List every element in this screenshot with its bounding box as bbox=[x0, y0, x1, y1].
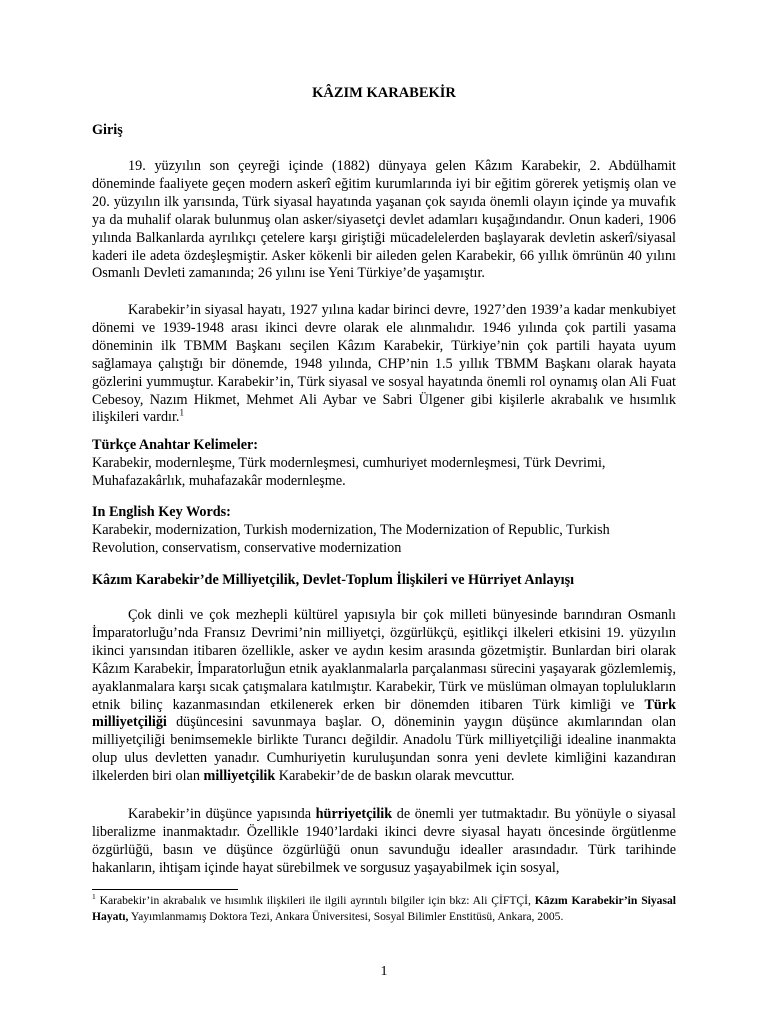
intro-paragraph-2 bbox=[92, 302, 676, 427]
keywords-en-text: Karabekir, modernization, Turkish modernization, The Modernization of Republic, Turkish Revolution, conservatism, conservative modernization bbox=[92, 522, 610, 556]
footnote-reference[interactable]: 1 bbox=[179, 407, 184, 418]
section-paragraph-1-part-a: Çok dinli ve çok mezhepli kültürel yapısıyla bir çok milleti bünyesinde barındıran Osmanlı İmparatorluğu’nda Fransız Devrimi’nin milliyetçi, özgürlükçü, eşitlikçi ilkeleri etkisini 19. yüzyılın ikinci yarısından itibaren özellikle, asker ve aydın kesim arasında gözetmiştir. Bunlardan biri olarak Kâzım Karabekir, İmparatorluğun etnik ayaklanmalarla parçalanması sürecini yaşayarak gözlemlemiş, ayaklanmalara karşı sıcak çatışmalara katılmıştır. Karabekir, Türk ve müslüman olmayan toplulukların etnik bilinç kazanmasından etkilenerek erken bir dönemden itibaren Türk kimliği ve bbox=[92, 607, 676, 713]
footnote-book-title: Kâzım Karabekir’in Siyasal Hayatı, bbox=[92, 894, 676, 923]
section-paragraph-1-part-c: düşüncesini savunmaya başlar. O, döneminin yaygın düşünce akımlarından olan milliyetçiliği benimsemekle birlikte Turancı değildir. Anadolu Türk milliyetçiliği idealine inanmakta olup ulus devletten yanadır. Cumhuriyetin kuruluşundan sonra yeni devlete kimliğini kazandıran ilkelerden biri olan bbox=[92, 714, 676, 785]
footnote-number: 1 bbox=[92, 892, 96, 902]
section-paragraph-2-part-c: de önemli yer tutmaktadır. Bu yönüyle o siyasal liberalizme inanmaktadır. Özellikle 1940’lardaki ikinci devre siyasal hayatı öncesinde örgütlenme özgürlüğü, basın ve düşünce özgürlüğü onun savunduğu idealler arasındadır. Türk tarihinde hakanların, ihtişam içinde hayat sürebilmek ve sorgusuz yaşayabilmek için sosyal, bbox=[92, 806, 676, 876]
section-paragraph-2 bbox=[92, 806, 676, 878]
keywords-tr-text: Karabekir, modernleşme, Türk modernleşmesi, cumhuriyet modernleşmesi, Türk Devrimi, Muhafazakârlık, muhafazakâr modernleşme. bbox=[92, 455, 606, 489]
emphasis-milliyetcilik: milliyetçilik bbox=[203, 768, 276, 785]
footnote-divider bbox=[92, 889, 238, 890]
section-paragraph-2-part-a: Karabekir’in düşünce yapısında bbox=[128, 806, 316, 822]
emphasis-hurriyetcilik: hürriyetçilik bbox=[315, 806, 393, 822]
document-title: KÂZIM KARABEKİR bbox=[312, 85, 456, 101]
keywords-tr-heading: Türkçe Anahtar Kelimeler: bbox=[92, 437, 259, 453]
footnote-text-c: Yayımlanmamış Doktora Tezi, Ankara Üniversitesi, Sosyal Bilimler Enstitüsü, Ankara, 2005. bbox=[128, 909, 564, 923]
emphasis-turk-milliyetciligi: Türk milliyetçiliği bbox=[92, 696, 676, 731]
footnote bbox=[92, 893, 676, 924]
section-heading: Kâzım Karabekir’de Milliyetçilik, Devlet-Toplum İlişkileri ve Hürriyet Anlayışı bbox=[92, 572, 575, 588]
section-paragraph-1 bbox=[92, 607, 676, 786]
keywords-en-heading: In English Key Words: bbox=[92, 504, 231, 520]
intro-paragraph-1: 19. yüzyılın son çeyreği içinde (1882) dünyaya gelen Kâzım Karabekir, 2. Abdülhamit döneminde faaliyete geçen modern askerî eğitim kurumlarında iyi bir eğitim görerek yetişmiş olan ve 20. yüzyılın ilk yarısında, Türk siyasal hayatında yaşanan çok sayıda önemli olayın içinde ya muvafık ya da muhalif olarak bulunmuş olan asker/siyasetçi devlet adamları kuşağındandır. Onun kaderi, 1906 yılında Balkanlarda ayrılıkçı çetelere karşı giriştiği mücadelelerden başlayarak devletin askerî/siyasal kaderi ile adeta özdeşleşmiştir. Asker kökenli bir aileden gelen Karabekir, 66 yıllık ömrünün 40 yılını Osmanlı Devleti zamanında; 26 yılını ise Yeni Türkiye’de yaşamıştır. bbox=[92, 158, 676, 282]
page-number: 1 bbox=[380, 964, 388, 979]
section-paragraph-1-part-e: Karabekir’de de baskın olarak mevcuttur. bbox=[275, 768, 515, 785]
footnote-text-a: Karabekir’in akrabalık ve hısımlık ilişkileri ile ilgili ayrıntılı bilgiler için bkz: Ali ÇİFTÇİ, bbox=[95, 894, 535, 907]
intro-heading: Giriş bbox=[92, 122, 123, 138]
intro-paragraph-2-text: Karabekir’in siyasal hayatı, 1927 yılına kadar birinci devre, 1927’den 1939’a kadar menkubiyet dönemi ve 1939-1948 arası ikinci devre olarak ele alınmalıdır. 1946 yılında çok partili yasama döneminin ilk TBMM Başkanı seçilen Kâzım Karabekir, Türkiye’nin çok partili hayata uyum sağlamaya çalıştığı bir dönemde, 1948 yılında, CHP’nin 1.5 yıllık TBMM Başkanı olarak hayata gözlerini yummuştur. Karabekir’in, Türk siyasal ve sosyal hayatında önemli rol oynamış olan Ali Fuat Cebesoy, Nazım Hikmet, Mehmet Ali Aybar ve Sabri Ülgener gibi kişilerle akrabalık ve hısımlık ilişkileri vardır. bbox=[92, 302, 676, 426]
